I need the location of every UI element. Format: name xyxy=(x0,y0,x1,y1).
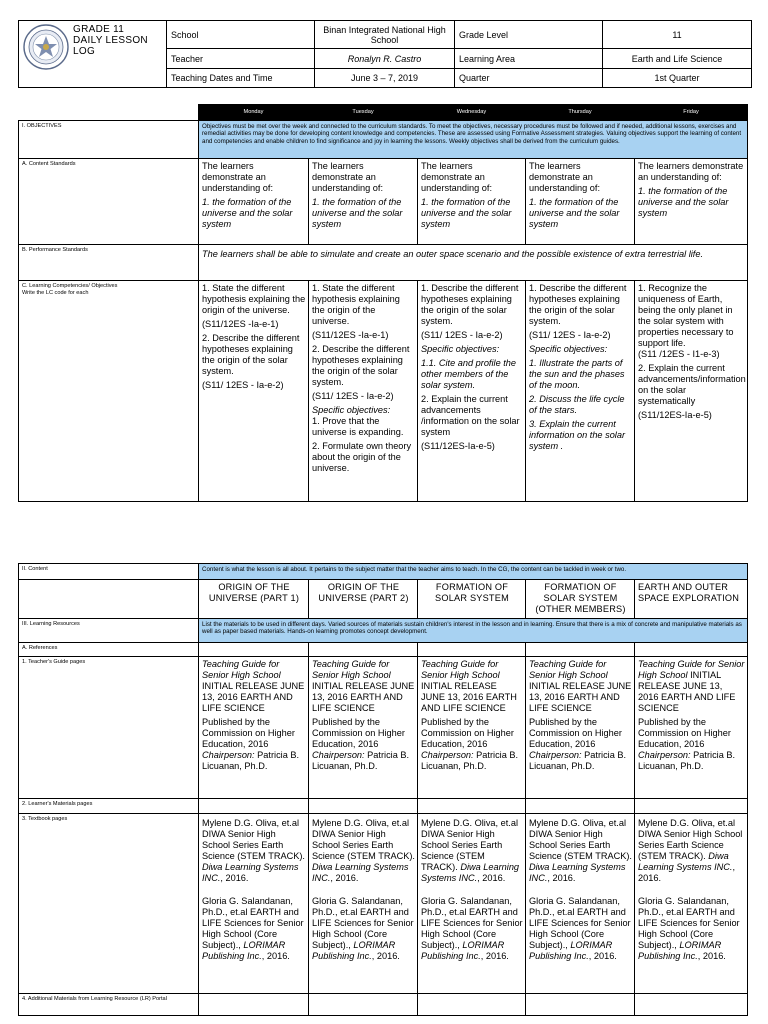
label-teacher: Teacher xyxy=(167,49,315,68)
content-standards-fri: The learners demonstrate an understanding of: 1. the formation of the universe and the solar system xyxy=(635,159,748,245)
references-row xyxy=(19,643,748,657)
resources-label: III. Learning Resources xyxy=(19,619,199,643)
competencies-row xyxy=(19,281,748,502)
day-header-row xyxy=(19,105,748,121)
content-standards-mon: The learners demonstrate an understanding of: 1. the formation of the universe and the solar system xyxy=(199,159,309,245)
content-standards-row xyxy=(19,159,748,245)
value-teacher: Ronalyn R. Castro xyxy=(315,49,455,68)
value-school: Binan Integrated National High School xyxy=(315,21,455,49)
textbook-mon: Mylene D.G. Oliva, et.al DIWA Senior High School Series Earth Science (STEM TRACK). Diwa Learning Systems INC., 2016. Gloria G. Salandanan, Ph.D., et.al EARTH and LIFE Sciences for Senior High School (Core Subject)., LORIMAR Publishing Inc., 2016. xyxy=(199,814,309,994)
competencies-wed: 1. Describe the different hypotheses explaining the origin of the solar system. (S11/ 12ES - Ia-e-2) Specific objectives: 1.1. Cite and profile the other members of the solar system. 2. Explain the current advancements /information on the solar system (S11/12ES-Ia-e-5) xyxy=(418,281,526,502)
deped-seal-icon xyxy=(23,24,69,70)
content-standards-tue: The learners demonstrate an understanding of: 1. the formation of the universe and the solar system xyxy=(309,159,418,245)
day-thursday: Thursday xyxy=(526,105,635,121)
teachers-guide-fri: Teaching Guide for Senior High School INITIAL RELEASE JUNE 13, 2016 EARTH AND LIFE SCIENCE Published by the Commission on Higher Education, 2016 Chairperson: Patricia B. Licuanan, Ph.D. xyxy=(635,657,748,799)
teachers-guide-thu: Teaching Guide for Senior High School INITIAL RELEASE JUNE 13, 2016 EARTH AND LIFE SCIENCE Published by the Commission on Higher Education, 2016 Chairperson: Patricia B. Licuanan, Ph.D. xyxy=(526,657,635,799)
competencies-tue: 1. State the different hypothesis explaining the origin of the universe. (S11/12ES -Ia-e-1) 2. Describe the different hypotheses explaining the origin of the solar system. (S11/ 12ES - Ia-e-2) Specific objectives: 1. Prove that the universe is expanding. 2. Formulate own theory about the origin of the universe. xyxy=(309,281,418,502)
header-title-grade: GRADE 11 xyxy=(73,24,125,35)
topics-row xyxy=(19,580,748,619)
content-label: II. Content xyxy=(19,564,199,580)
topic-tue: ORIGIN OF THE UNIVERSE (PART 2) xyxy=(309,580,418,619)
value-grade-level: 11 xyxy=(603,21,752,49)
competencies-fri: 1. Recognize the uniqueness of Earth, being the only planet in the solar system with properties necessary to support life. (S11 /12ES - I1-e-3) 2. Explain the current advancements/information on the solar systematically (S11/12ES-Ia-e-5) xyxy=(635,281,748,502)
content-resources-table xyxy=(18,563,748,1016)
objectives-note: Objectives must be met over the week and connected to the curriculum standards. To meet the objectives, necessary procedures must be followed and if needed, additional lessons, exercises and remedial activities may be done for developing content knowledge and competencies. These are assessed using Formative Assessment strategies. Valuing objectives support the learning of content and competencies and enable children to find significance and joy in learning the lessons. Weekly objectives shall be derived from the curriculum guides. xyxy=(199,121,748,159)
value-teaching-dates: June 3 – 7, 2019 xyxy=(315,68,455,87)
day-monday: Monday xyxy=(199,105,309,121)
header-title-log: LOG xyxy=(73,46,96,57)
objectives-table xyxy=(18,104,748,502)
label-school: School xyxy=(167,21,315,49)
content-standards-wed: The learners demonstrate an understanding of: 1. the formation of the universe and the solar system xyxy=(418,159,526,245)
day-tuesday: Tuesday xyxy=(309,105,418,121)
teachers-guide-tue: Teaching Guide for Senior High School INITIAL RELEASE JUNE 13, 2016 EARTH AND LIFE SCIENCE Published by the Commission on Higher Education, 2016 Chairperson: Patricia B. Licuanan, Ph.D. xyxy=(309,657,418,799)
textbook-tue: Mylene D.G. Oliva, et.al DIWA Senior High School Series Earth Science (STEM TRACK). Diwa Learning Systems INC., 2016. Gloria G. Salandanan, Ph.D., et.al EARTH and LIFE Sciences for Senior High School (Core Subject)., LORIMAR Publishing Inc., 2016. xyxy=(309,814,418,994)
topic-mon: ORIGIN OF THE UNIVERSE (PART 1) xyxy=(199,580,309,619)
textbook-wed: Mylene D.G. Oliva, et.al DIWA Senior High School Series Earth Science (STEM TRACK). Diwa Learning Systems INC., 2016. Gloria G. Salandanan, Ph.D., et.al EARTH and LIFE Sciences for Senior High School (Core Subject)., LORIMAR Publishing Inc., 2016. xyxy=(418,814,526,994)
teachers-guide-row xyxy=(19,657,748,799)
learners-materials-row xyxy=(19,799,748,814)
day-friday: Friday xyxy=(635,105,748,121)
value-quarter: 1st Quarter xyxy=(603,68,752,87)
objectives-label: I. OBJECTIVES xyxy=(19,121,199,159)
content-note: Content is what the lesson is all about. It pertains to the subject matter that the teacher aims to teach. In the CG, the content can be tackled in week or two. xyxy=(199,564,748,580)
textbook-thu: Mylene D.G. Oliva, et.al DIWA Senior High School Series Earth Science (STEM TRACK). Diwa Learning Systems INC., 2016. Gloria G. Salandanan, Ph.D., et.al EARTH and LIFE Sciences for Senior High School (Core Subject)., LORIMAR Publishing Inc., 2016. xyxy=(526,814,635,994)
header-title-dll: DAILY LESSON xyxy=(73,35,148,46)
performance-standards-label: B. Performance Standards xyxy=(19,245,199,281)
header-table xyxy=(18,20,752,88)
references-label: A. References xyxy=(19,643,199,657)
content-standards-label: A. Content Standards xyxy=(19,159,199,245)
textbook-fri: Mylene D.G. Oliva, et.al DIWA Senior High School Series Earth Science (STEM TRACK). Diwa Learning Systems INC., 2016. Gloria G. Salandanan, Ph.D., et.al EARTH and LIFE Sciences for Senior High School (Core Subject)., LORIMAR Publishing Inc., 2016. xyxy=(635,814,748,994)
textbook-row xyxy=(19,814,748,994)
topic-thu: FORMATION OF SOLAR SYSTEM (OTHER MEMBERS) xyxy=(526,580,635,619)
label-learning-area: Learning Area xyxy=(455,49,603,68)
additional-materials-row xyxy=(19,994,748,1016)
topic-fri: EARTH AND OUTER SPACE EXPLORATION xyxy=(635,580,748,619)
textbook-label: 3. Textbook pages xyxy=(19,814,199,994)
competencies-mon: 1. State the different hypothesis explaining the origin of the universe. (S11/12ES -Ia-e-1) 2. Describe the different hypotheses explaining the origin of the solar system. (S11/ 12ES - Ia-e-2) xyxy=(199,281,309,502)
resources-note: List the materials to be used in different days. Varied sources of materials sustain children's interest in the lesson and in learning. Ensure that there is a mix of concrete and manipulative materials as well as paper based materials. Hands-on learning promotes concept development. xyxy=(199,619,748,643)
content-standards-thu: The learners demonstrate an understanding of: 1. the formation of the universe and the solar system xyxy=(526,159,635,245)
teachers-guide-label: 1. Teacher's Guide pages xyxy=(19,657,199,799)
teachers-guide-wed: Teaching Guide for Senior High School INITIAL RELEASE JUNE 13, 2016 EARTH AND LIFE SCIENCE Published by the Commission on Higher Education, 2016 Chairperson: Patricia B. Licuanan, Ph.D. xyxy=(418,657,526,799)
additional-materials-label: 4. Additional Materials from Learning Resource (LR) Portal xyxy=(19,994,199,1016)
competencies-label: C. Learning Competencies/ Objectives Write the LC code for each xyxy=(19,281,199,502)
performance-standards-text: The learners shall be able to simulate and create an outer space scenario and the possible existence of extra terrestrial life. xyxy=(199,245,748,281)
day-wednesday: Wednesday xyxy=(418,105,526,121)
label-teaching-dates: Teaching Dates and Time xyxy=(167,68,315,87)
label-grade-level: Grade Level xyxy=(455,21,603,49)
topic-wed: FORMATION OF SOLAR SYSTEM xyxy=(418,580,526,619)
teachers-guide-mon: Teaching Guide for Senior High School INITIAL RELEASE JUNE 13, 2016 EARTH AND LIFE SCIENCE Published by the Commission on Higher Education, 2016 Chairperson: Patricia B. Licuanan, Ph.D. xyxy=(199,657,309,799)
label-quarter: Quarter xyxy=(455,68,603,87)
value-learning-area: Earth and Life Science xyxy=(603,49,752,68)
learners-materials-label: 2. Learner's Materials pages xyxy=(19,799,199,814)
header-logo-cell xyxy=(19,21,167,88)
competencies-thu: 1. Describe the different hypotheses explaining the origin of the solar system. (S11/ 12ES - Ia-e-2) Specific objectives: 1. Illustrate the parts of the sun and the phases of the moon. 2. Discuss the life cycle of the stars. 3. Explain the current information on the solar system . xyxy=(526,281,635,502)
